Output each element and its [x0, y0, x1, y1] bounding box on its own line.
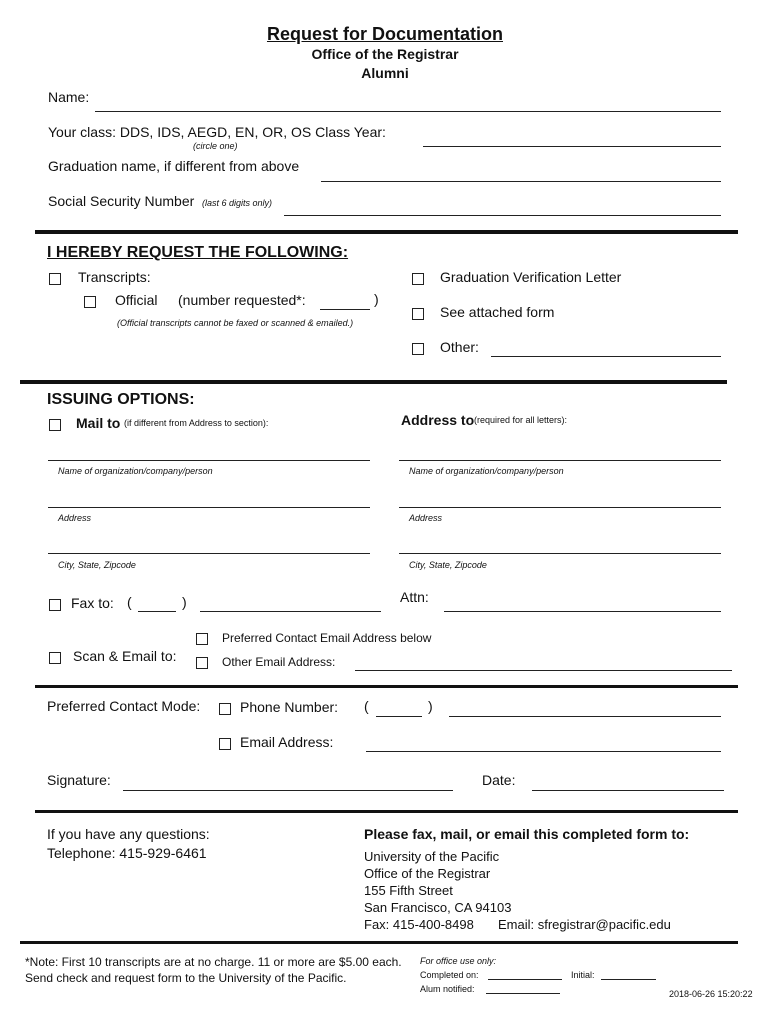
ssn-field[interactable] [284, 215, 721, 216]
alum-notified-field[interactable] [486, 993, 560, 994]
see-attached-checkbox[interactable] [412, 308, 424, 320]
graduation-name-label: Graduation name, if different from above [48, 158, 300, 174]
mail-org-field[interactable] [48, 460, 370, 461]
number-requested-label: (number requested*: [178, 292, 306, 308]
office-name: Office of the Registrar [311, 46, 459, 62]
phone-area-open: ( [364, 698, 369, 714]
phone-area-close: ) [428, 698, 433, 714]
section-divider [20, 941, 738, 944]
mail-address-field[interactable] [48, 507, 370, 508]
initial-field[interactable] [601, 979, 656, 980]
issuing-heading: ISSUING OPTIONS: [47, 391, 195, 408]
audience-label: Alumni [361, 65, 409, 81]
email-checkbox[interactable] [219, 738, 231, 750]
mail-to-label: Mail to [76, 415, 121, 431]
send-heading: Please fax, mail, or email this completed form to: [364, 826, 690, 842]
official-label: Official [115, 292, 158, 308]
graduation-verification-checkbox[interactable] [412, 273, 424, 285]
other-email-checkbox[interactable] [196, 657, 208, 669]
university-name: University of the Pacific [364, 849, 500, 864]
date-field[interactable] [532, 790, 724, 791]
see-attached-label: See attached form [440, 304, 555, 320]
signature-label: Signature: [47, 772, 111, 788]
section-divider [35, 810, 738, 813]
office-use-label: For office use only: [420, 956, 497, 966]
class-year-field[interactable] [423, 146, 721, 147]
mail-city-caption: City, State, Zipcode [58, 560, 136, 570]
other-email-field[interactable] [355, 670, 732, 671]
section-divider [20, 380, 727, 384]
fee-note: *Note: First 10 transcripts are at no charge. 11 or more are $5.00 each. [25, 955, 402, 969]
fax-area-code-field[interactable] [138, 611, 176, 612]
official-checkbox[interactable] [84, 296, 96, 308]
registrar-office: Office of the Registrar [364, 866, 491, 881]
address-city-caption: City, State, Zipcode [409, 560, 487, 570]
telephone-text: Telephone: 415-929-6461 [47, 845, 207, 861]
initial-label: Initial: [571, 970, 595, 980]
signature-field[interactable] [123, 790, 453, 791]
phone-label: Phone Number: [240, 699, 339, 715]
attn-field[interactable] [444, 611, 721, 612]
section-divider [35, 685, 738, 688]
questions-label: If you have any questions: [47, 826, 210, 842]
circle-one-note: (circle one) [193, 141, 238, 151]
mail-to-checkbox[interactable] [49, 419, 61, 431]
address-street-caption: Address [409, 513, 443, 523]
fax-to-checkbox[interactable] [49, 599, 61, 611]
ssn-note: (last 6 digits only) [202, 198, 273, 208]
other-label: Other: [440, 339, 479, 355]
number-requested-field[interactable] [320, 309, 370, 310]
preferred-email-label: Preferred Contact Email Address below [222, 631, 432, 645]
address-to-note: (required for all letters): [474, 415, 568, 425]
completed-on-field[interactable] [488, 979, 562, 980]
address-street-field[interactable] [399, 507, 721, 508]
name-label: Name: [48, 89, 90, 105]
street-address: 155 Fifth Street [364, 883, 453, 898]
alum-notified-label: Alum notified: [420, 984, 475, 994]
timestamp: 2018-06-26 15:20:22 [669, 989, 753, 999]
fax-area-open: ( [127, 594, 132, 610]
official-note: (Official transcripts cannot be faxed or scanned & emailed.) [117, 318, 354, 328]
fax-to-label: Fax to: [71, 595, 114, 611]
email-label: Email Address: [240, 734, 334, 750]
mail-org-caption: Name of organization/company/person [58, 466, 213, 476]
email-field[interactable] [366, 751, 721, 752]
phone-area-code-field[interactable] [376, 716, 422, 717]
ssn-label: Social Security Number [48, 193, 195, 209]
name-field[interactable] [95, 111, 721, 112]
contact-mode-label: Preferred Contact Mode: [47, 698, 201, 714]
mail-address-caption: Address [58, 513, 92, 523]
transcripts-label: Transcripts: [78, 269, 151, 285]
completed-on-label: Completed on: [420, 970, 479, 980]
scan-email-checkbox[interactable] [49, 652, 61, 664]
graduation-verification-label: Graduation Verification Letter [440, 269, 622, 285]
fax-area-close: ) [182, 594, 187, 610]
mail-to-note: (if different from Address to section): [124, 418, 269, 428]
registrar-email: Email: sfregistrar@pacific.edu [498, 917, 671, 932]
fax-number: Fax: 415-400-8498 [364, 917, 474, 932]
payment-note: Send check and request form to the University of the Pacific. [25, 971, 347, 985]
form-title: Request for Documentation [266, 24, 503, 44]
phone-number-field[interactable] [449, 716, 721, 717]
graduation-name-field[interactable] [321, 181, 721, 182]
address-city-field[interactable] [399, 553, 721, 554]
request-heading: I HEREBY REQUEST THE FOLLOWING: [47, 244, 349, 261]
attn-label: Attn: [400, 589, 429, 605]
address-org-caption: Name of organization/company/person [409, 466, 564, 476]
address-to-label: Address to [401, 412, 475, 428]
other-field[interactable] [491, 356, 721, 357]
preferred-email-checkbox[interactable] [196, 633, 208, 645]
date-label: Date: [482, 772, 516, 788]
class-label: Your class: DDS, IDS, AEGD, EN, OR, OS Class Year: [48, 124, 386, 140]
fax-number-field[interactable] [200, 611, 381, 612]
address-org-field[interactable] [399, 460, 721, 461]
section-divider [35, 230, 738, 234]
city-address: San Francisco, CA 94103 [364, 900, 512, 915]
other-checkbox[interactable] [412, 343, 424, 355]
mail-city-field[interactable] [48, 553, 370, 554]
phone-checkbox[interactable] [219, 703, 231, 715]
other-email-label: Other Email Address: [222, 655, 336, 669]
number-requested-close: ) [374, 291, 379, 307]
scan-email-label: Scan & Email to: [73, 648, 177, 664]
transcripts-checkbox[interactable] [49, 273, 61, 285]
